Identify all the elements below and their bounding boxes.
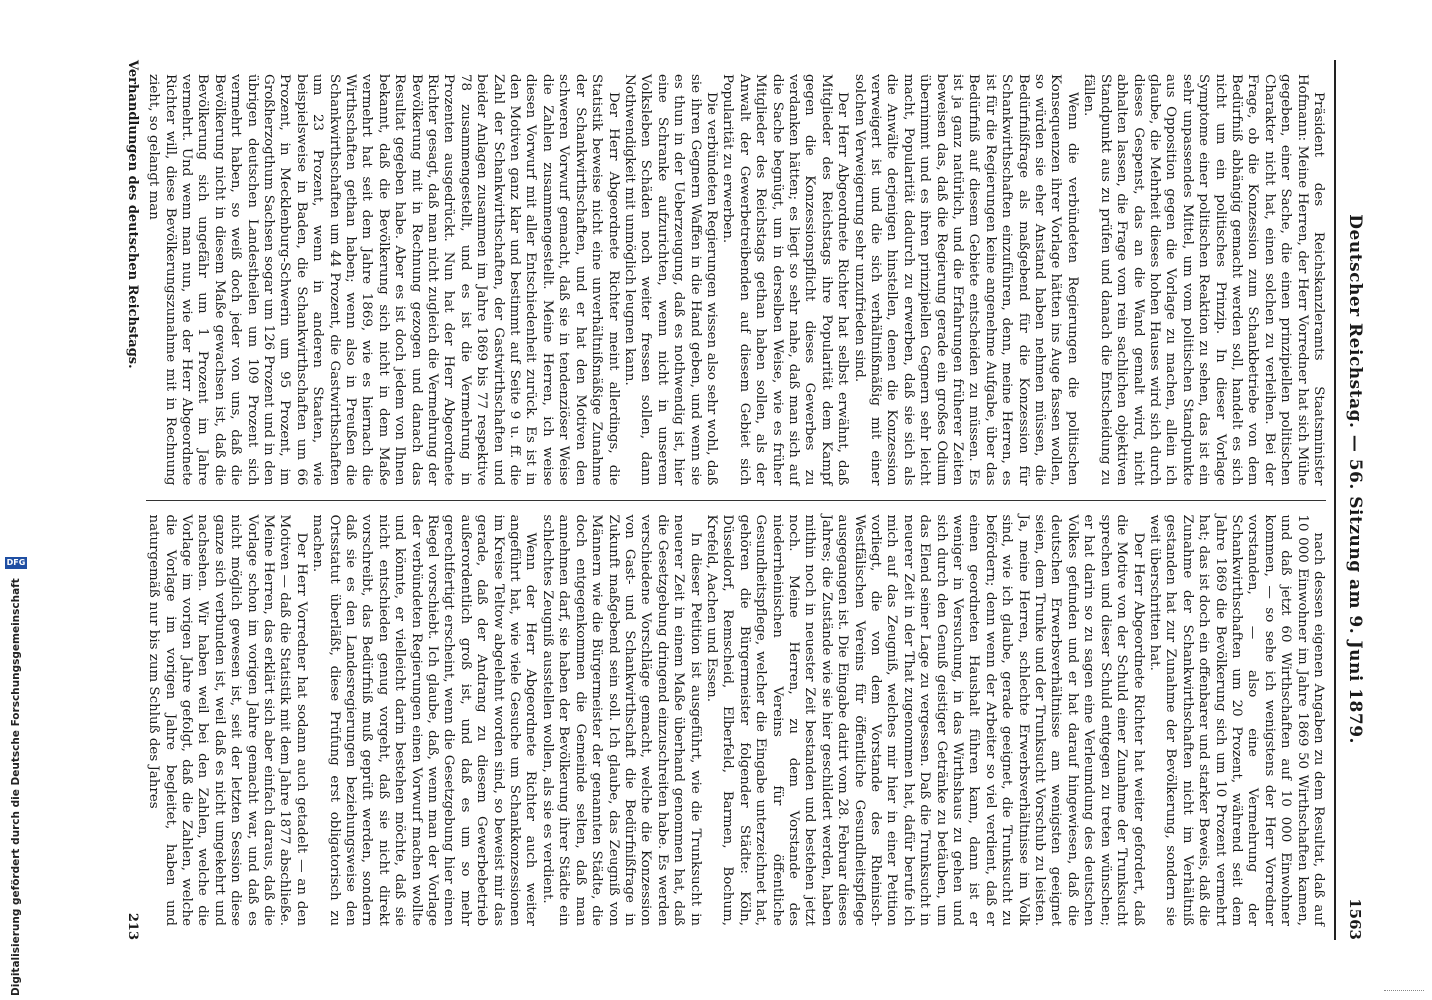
page-footer bbox=[100, 60, 140, 940]
credit-text: Digitalisierung gefördert durch die Deutsche Forschungsgemeinschaft bbox=[10, 578, 22, 996]
text-columns bbox=[146, 60, 1326, 940]
paragraph: Wenn der Herr Abgeordnete Richter auch weiter angeführt hat, wie viele Gesuche um Schankkonzessionen im Kreise Teltow abgelehnt worden sind, so beweist mir das gerade, daß der Andrang zu diesem Gewerbebetrieb außerordentlich groß ist, und daß es um so mehr gerechtfertigt erscheint, wenn die Gesetzgebung hier einen Riegel vorschiebt. Ich glaube, daß, wenn man der Vorlage der verbündeten Regierungen einen Vorwurf machen wollte und könnte, er vielleicht darin bestehen möchte, daß sie nicht entschieden genug vorgeht, daß sie nicht direkt vorschreibt, das Bedürfniß muß geprüft werden, sondern daß sie es den Landesregierungen beziehungsweise den Ortsstatut überläßt, diese Prüfung erst obligatorisch zu machen. bbox=[310, 514, 539, 926]
footer-source: Verhandlungen des deutschen Reichstags. bbox=[125, 60, 140, 369]
paragraph: Die verbündeten Regierungen wissen also sehr wohl, daß sie ihren Gegnern Waffen in die Hand geben, und wenn sie es thun in der Ueberzeugung, daß es nothwendig ist, hier eine Schranke aufzurichten, wenn nicht in unserem Volksleben Schäden noch weiter fressen sollen, dann Nothwendigkeit mit unmöglich leugnen kann. bbox=[621, 74, 719, 486]
document-page bbox=[46, 20, 1386, 980]
column-right bbox=[146, 501, 1326, 941]
column-left bbox=[146, 60, 1326, 500]
header-rule bbox=[1334, 60, 1336, 940]
paragraph: Wenn die verbündeten Regierungen die politischen Konsequenzen ihrer Vorlage hätten ins Auge fassen wollen, so würden sie eher Anstand haben nehmen müssen, die Bedürfnißfrage als maßgebend für die Konzession für Schankwirthschaften einzuführen, denn, meine Herren, es ist für die Regierungen keine angenehme Aufgabe, über das Bedürfniß auf diesem Gebiete entscheiden zu müssen. Es ist ja ganz natürlich, und die Erfahrungen früherer Zeiten beweisen das, daß die Regierung gerade ein großes Odium übernimmt und es ihren prinzipiellen Gegnern sehr leicht macht, Popularität dadurch zu erwerben, daß sie sich als die Anwälte derjenigen hinstellen, denen die Konzession verweigert ist und die sich verhältnißmäßig mit einer solchen Verweigerung sehr unzufrieden sind. bbox=[851, 74, 1080, 486]
digitization-credit bbox=[6, 552, 26, 996]
paragraph: Der Herr Vorredner hat sodann auch getadelt — an den Motiven — daß die Statistik mit dem Jahre 1877 abschließe. Meine Herren, das erklärt sich aber einfach daraus, daß die Vorlage schon im vorigen Jahre gemacht war, und daß es nicht möglich gewesen ist, seit der letzten Session diese ganze sich verbunden ist, weil daß es nicht umgekehrt und nachsehen. Wir haben weil bei den Zahlen, welche die Vorlage im vorigen Jahre gefolgt, daß die Zahlen, welche die Vorlage im vorigen Jahre begleitet, haben und naturgemäß nur bis zum Schluß des Jahres bbox=[146, 514, 309, 926]
scan-edge-mark bbox=[1384, 990, 1424, 995]
paragraph: In dieser Petition ist ausgeführt, wie die Trunksucht in neuerer Zeit in einem Maße überhand genommen hat, daß die Gesetzgebung dringend einzuschreiten habe. Es werden verschiedene Vorschläge gemacht, welche die Konzession von Gast- und Schankwirthschaft die Bedürfnißfrage in Zukunft maßgebend sein soll. Ich glaube, das Zeugniß von Männern wie die Bürgermeister der genannten Städte, die doch entgegenkommen die Gemeinde selten, daß man annehmen darf, sie haben der Bevölkerung ihrer Städte ein schlechtes Zeugniß ausstellen wollen, als sie es verdient. bbox=[539, 514, 703, 926]
paragraph: Der Herr Abgeordnete Richter hat selbst erwähnt, daß Mitglieder des Reichstags ihre Popularität dem Kampf gegen die Konzessionspflicht dieses Gewerbes zu verdanken hätten; es liegt so sehr nahe, daß man sich auf die Sache begnügt, um in derselben Weise, wie es früher Mitglieder des Reichstags gethan haben sollen, als der Anwalt der Gewerbetreibenden auf diesem Gebiet sich Popularität zu erwerben. bbox=[720, 74, 851, 486]
paragraph: Der Herr Abgeordnete Richter hat weiter gefordert, daß die Motive von der Schuld einer Zunahme der Trunksucht sprechen und dieser Schuld entgegen zu treten wünschen; er hat darin so zu sagen eine Verleumdung des deutschen Volkes gefunden und er hat darauf hingewiesen, daß die deutschen Erwerbsverhältnisse am wenigsten geeignet seien, dem Trunke und der Trunksucht Vorschub zu leisten. Ja, meine Herren, schlechte Erwerbsverhältnisse im Volk sind, wie ich glaube, gerade geeignet, die Trunksucht zu befördern; denn wenn der Arbeiter so viel verdient, daß er einen geordneten Haushalt führen kann, dann ist er weniger in Versuchung, in das Wirthshaus zu gehen und sich durch den Genuß geistiger Getränke zu betäuben, um das Elend seiner Lage zu vergessen. Daß die Trunksucht in neuerer Zeit in der That zugenommen hat, dafür berufe ich mich auf das Zeugniß, welches mir hier in einer Petition vorliegt, die von dem Vorstande des Rheinisch-Westfälischen Vereins für öffentliche Gesundheitspflege ausgegangen ist. Die Eingabe datirt vom 28. Februar dieses Jahres; die Zustände wie sie hier geschildert werden, haben mithin noch in neuester Zeit bestanden und bestehen jetzt noch. Meine Herren, zu dem Vorstande des niederrheinischen Vereins für öffentliche Gesundheitspflege, welcher die Eingabe unterzeichnet hat, gehören die Bürgermeister folgender Städte: Köln, Düsseldorf, Remscheid, Elberfeld, Barmen, Bochum, Krefeld, Aachen und Essen. bbox=[703, 514, 1146, 926]
paragraph: Präsident des Reichskanzleramts Staatsminister Hofmann: Meine Herren, der Herr Vorredner hat sich Mühe gegeben, einer Sache, die einen prinzipiellen politischen Charakter nicht hat, einen solchen zu verleihen. Bei der Frage, ob die Konzession zum Schankbetriebe von dem Bedürfniß abhängig gemacht werden soll, handelt es sich nicht um ein politisches Prinzip. In dieser Vorlage Symptome einer politischen Reaktion zu sehen, das ist ein sehr unpassendes Mittel, um vom politischen Standpunkte aus Opposition gegen die Vorlage zu machen, allein ich glaube, die Mehrheit dieses hohen Hauses wird sich durch dieses Gespenst, das an die Wand gemalt wird, nicht abhalten lassen, die Frage vom rein sachlichen objektiven Standpunkt aus zu prüfen und danach die Entscheidung zu fällen. bbox=[1081, 74, 1326, 486]
page-number: 1563 bbox=[1346, 898, 1364, 940]
page-title: Deutscher Reichstag. — 56. Sitzung am 9. Juni 1879. bbox=[1345, 214, 1365, 744]
footer-sheet-number: 213 bbox=[125, 912, 140, 940]
page-header bbox=[1342, 60, 1368, 940]
dfg-logo-icon: DFG bbox=[6, 558, 26, 568]
paragraph: Der Herr Abgeordnete Richter meint allerdings, die Statistik beweise nicht eine unverhältnißmäßige Zunahme der Schankwirthschaften, und er hat den Motiven den schweren Vorwurf gemacht, daß sie in tendenziöser Weise die Zahlen zusammengestellt. Meine Herren, ich weise diesen Vorwurf mit aller Entschiedenheit zurück. Es ist in den Motiven ganz klar und bestimmt auf Seite 9 u. ff. die Zahl der Schankwirthschaften, der Gastwirthschaften und beider Anlagen zusammen im Jahre 1869 bis 77 respektive 78 zusammengestellt, und es ist die Vermehrung in Prozenten ausgedrückt. Nun hat der Herr Abgeordnete Richter gesagt, daß man nicht zugleich die Vermehrung der Bevölkerung mit in Rechnung gezogen und danach das Resultat gegeben habe. Aber es ist doch jedem von Ihnen bekannt, daß die Bevölkerung sich nicht in dem Maße vermehrt hat seit dem Jahre 1869, wie es hiernach die Wirthschaften gethan haben; wenn also in Preußen die Schankwirthschaften um 44 Prozent, die Gastwirthschaften um 23 Prozent, wenn in anderen Staaten, wie beispielsweise in Baden, die Schankwirthschaften um 66 Prozent, in Mecklenburg-Schwerin um 95 Prozent, im Großherzogthum Sachsen sogar um 126 Prozent und in den übrigen deutschen Landestheilen um 109 Prozent sich vermehrt haben, so weiß doch jeder von uns, daß die Bevölkerung nicht in diesem Maße gewachsen ist, daß die Bevölkerung sich ungefähr um 1 Prozent im Jahre vermehrt. Und wenn man nun, wie der Herr Abgeordnete Richter will, diese Bevölkerungszunahme mit in Rechnung zieht, so gelangt man bbox=[146, 74, 621, 486]
paragraph: nach dessen eigenen Angaben zu dem Resultat, daß auf 10 000 Einwohner im Jahre 1869 50 Wirthschaften kamen, und daß jetzt 60 Wirthschaften auf 10 000 Einwohner kommen, — so sehe ich wenigstens der Herr Vorredner vorstanden, — also eine Vermehrung der Schankwirthschaften um 20 Prozent, während seit dem Jahre 1869 die Bevölkerung sich um 10 Prozent vermehrt hat; das ist doch ein offenbarer und starker Beweis, daß die Zunahme der Schankwirthschaften nicht im Verhältniß gestanden hat zur Zunahme der Bevölkerung, sondern sie weit überschritten hat. bbox=[1146, 514, 1326, 926]
